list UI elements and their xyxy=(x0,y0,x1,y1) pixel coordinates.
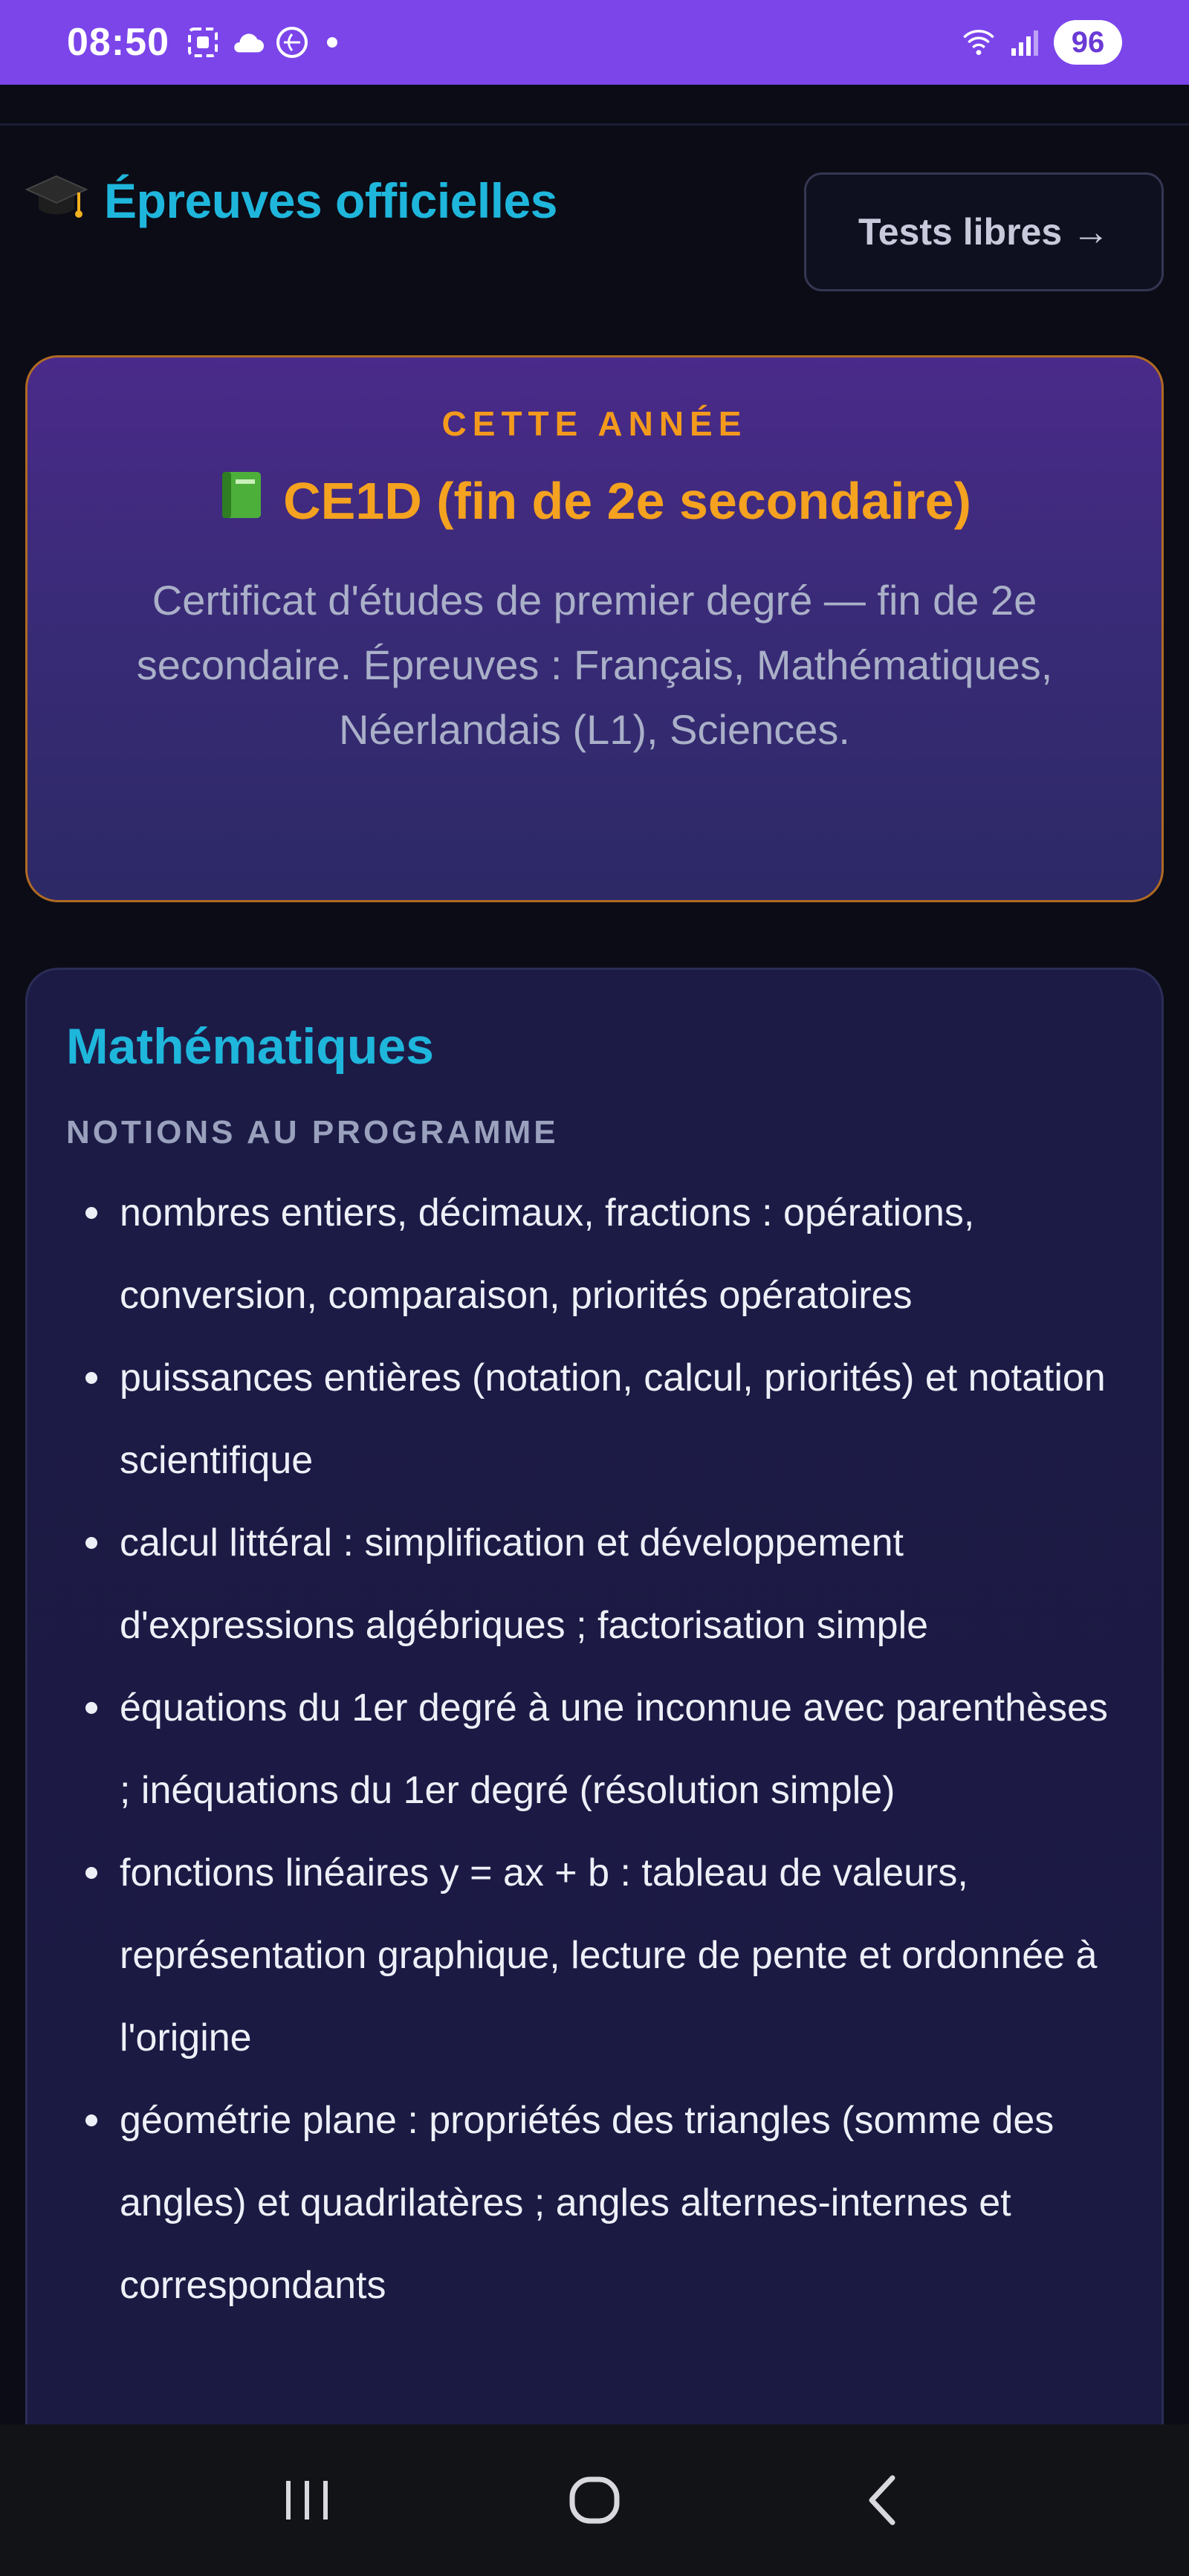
battery-icon: 96 xyxy=(1054,20,1122,65)
status-icons-left xyxy=(186,25,337,59)
notions-label: NOTIONS AU PROGRAMME xyxy=(66,1114,559,1151)
top-divider xyxy=(0,123,1189,126)
green-book-icon xyxy=(218,469,265,533)
list-item: puissances entières (notation, calcul, priorités) et notation scientifique xyxy=(66,1337,1123,1502)
list-item: équations du 1er degré à une inconnue avec parenthèses ; inéquations du 1er degré (résolution simple) xyxy=(66,1667,1123,1832)
current-year-card xyxy=(25,355,1164,902)
free-tests-button[interactable]: Tests libres → xyxy=(804,172,1164,291)
subject-card-math xyxy=(25,968,1164,2454)
status-time: 08:50 xyxy=(67,21,169,64)
recent-apps-icon[interactable] xyxy=(262,2456,351,2545)
graduation-cap-icon xyxy=(25,173,88,229)
year-title: CE1D (fin de 2e secondaire) xyxy=(283,472,971,530)
list-item: fonctions linéaires y = ax + b : tableau de valeurs, représentation graphique, lecture de pente et ordonnée à l'origine xyxy=(66,1832,1123,2080)
year-title-row xyxy=(27,469,1162,533)
status-icons-right xyxy=(962,20,1122,65)
cloud-icon xyxy=(230,25,265,59)
page-title: Épreuves officielles xyxy=(104,173,557,228)
wifi-icon xyxy=(962,25,996,59)
back-icon[interactable] xyxy=(838,2456,927,2545)
home-icon[interactable] xyxy=(550,2456,639,2545)
subject-title: Mathématiques xyxy=(66,1018,434,1075)
status-bar xyxy=(0,0,1189,85)
list-item: nombres entiers, décimaux, fractions : opérations, conversion, comparaison, priorités opératoires xyxy=(66,1172,1123,1337)
system-nav-bar xyxy=(0,2424,1189,2576)
list-item: géométrie plane : propriétés des triangles (somme des angles) et quadrilatères ; angles alternes-internes et correspondants xyxy=(66,2080,1123,2327)
year-description: Certificat d'études de premier degré — fin de 2e secondaire. Épreuves : Français, Mathématiques, Néerlandais (L1), Sciences. xyxy=(136,577,1053,753)
page-header xyxy=(25,172,557,229)
screenshot-icon xyxy=(186,25,220,59)
year-kicker: CETTE ANNÉE xyxy=(441,404,748,443)
notification-dot xyxy=(327,37,337,48)
vpn-icon xyxy=(275,25,309,59)
signal-icon xyxy=(1008,25,1042,59)
notions-list xyxy=(66,1172,1123,2327)
list-item: calcul littéral : simplification et développement d'expressions algébriques ; factorisation simple xyxy=(66,1502,1123,1667)
